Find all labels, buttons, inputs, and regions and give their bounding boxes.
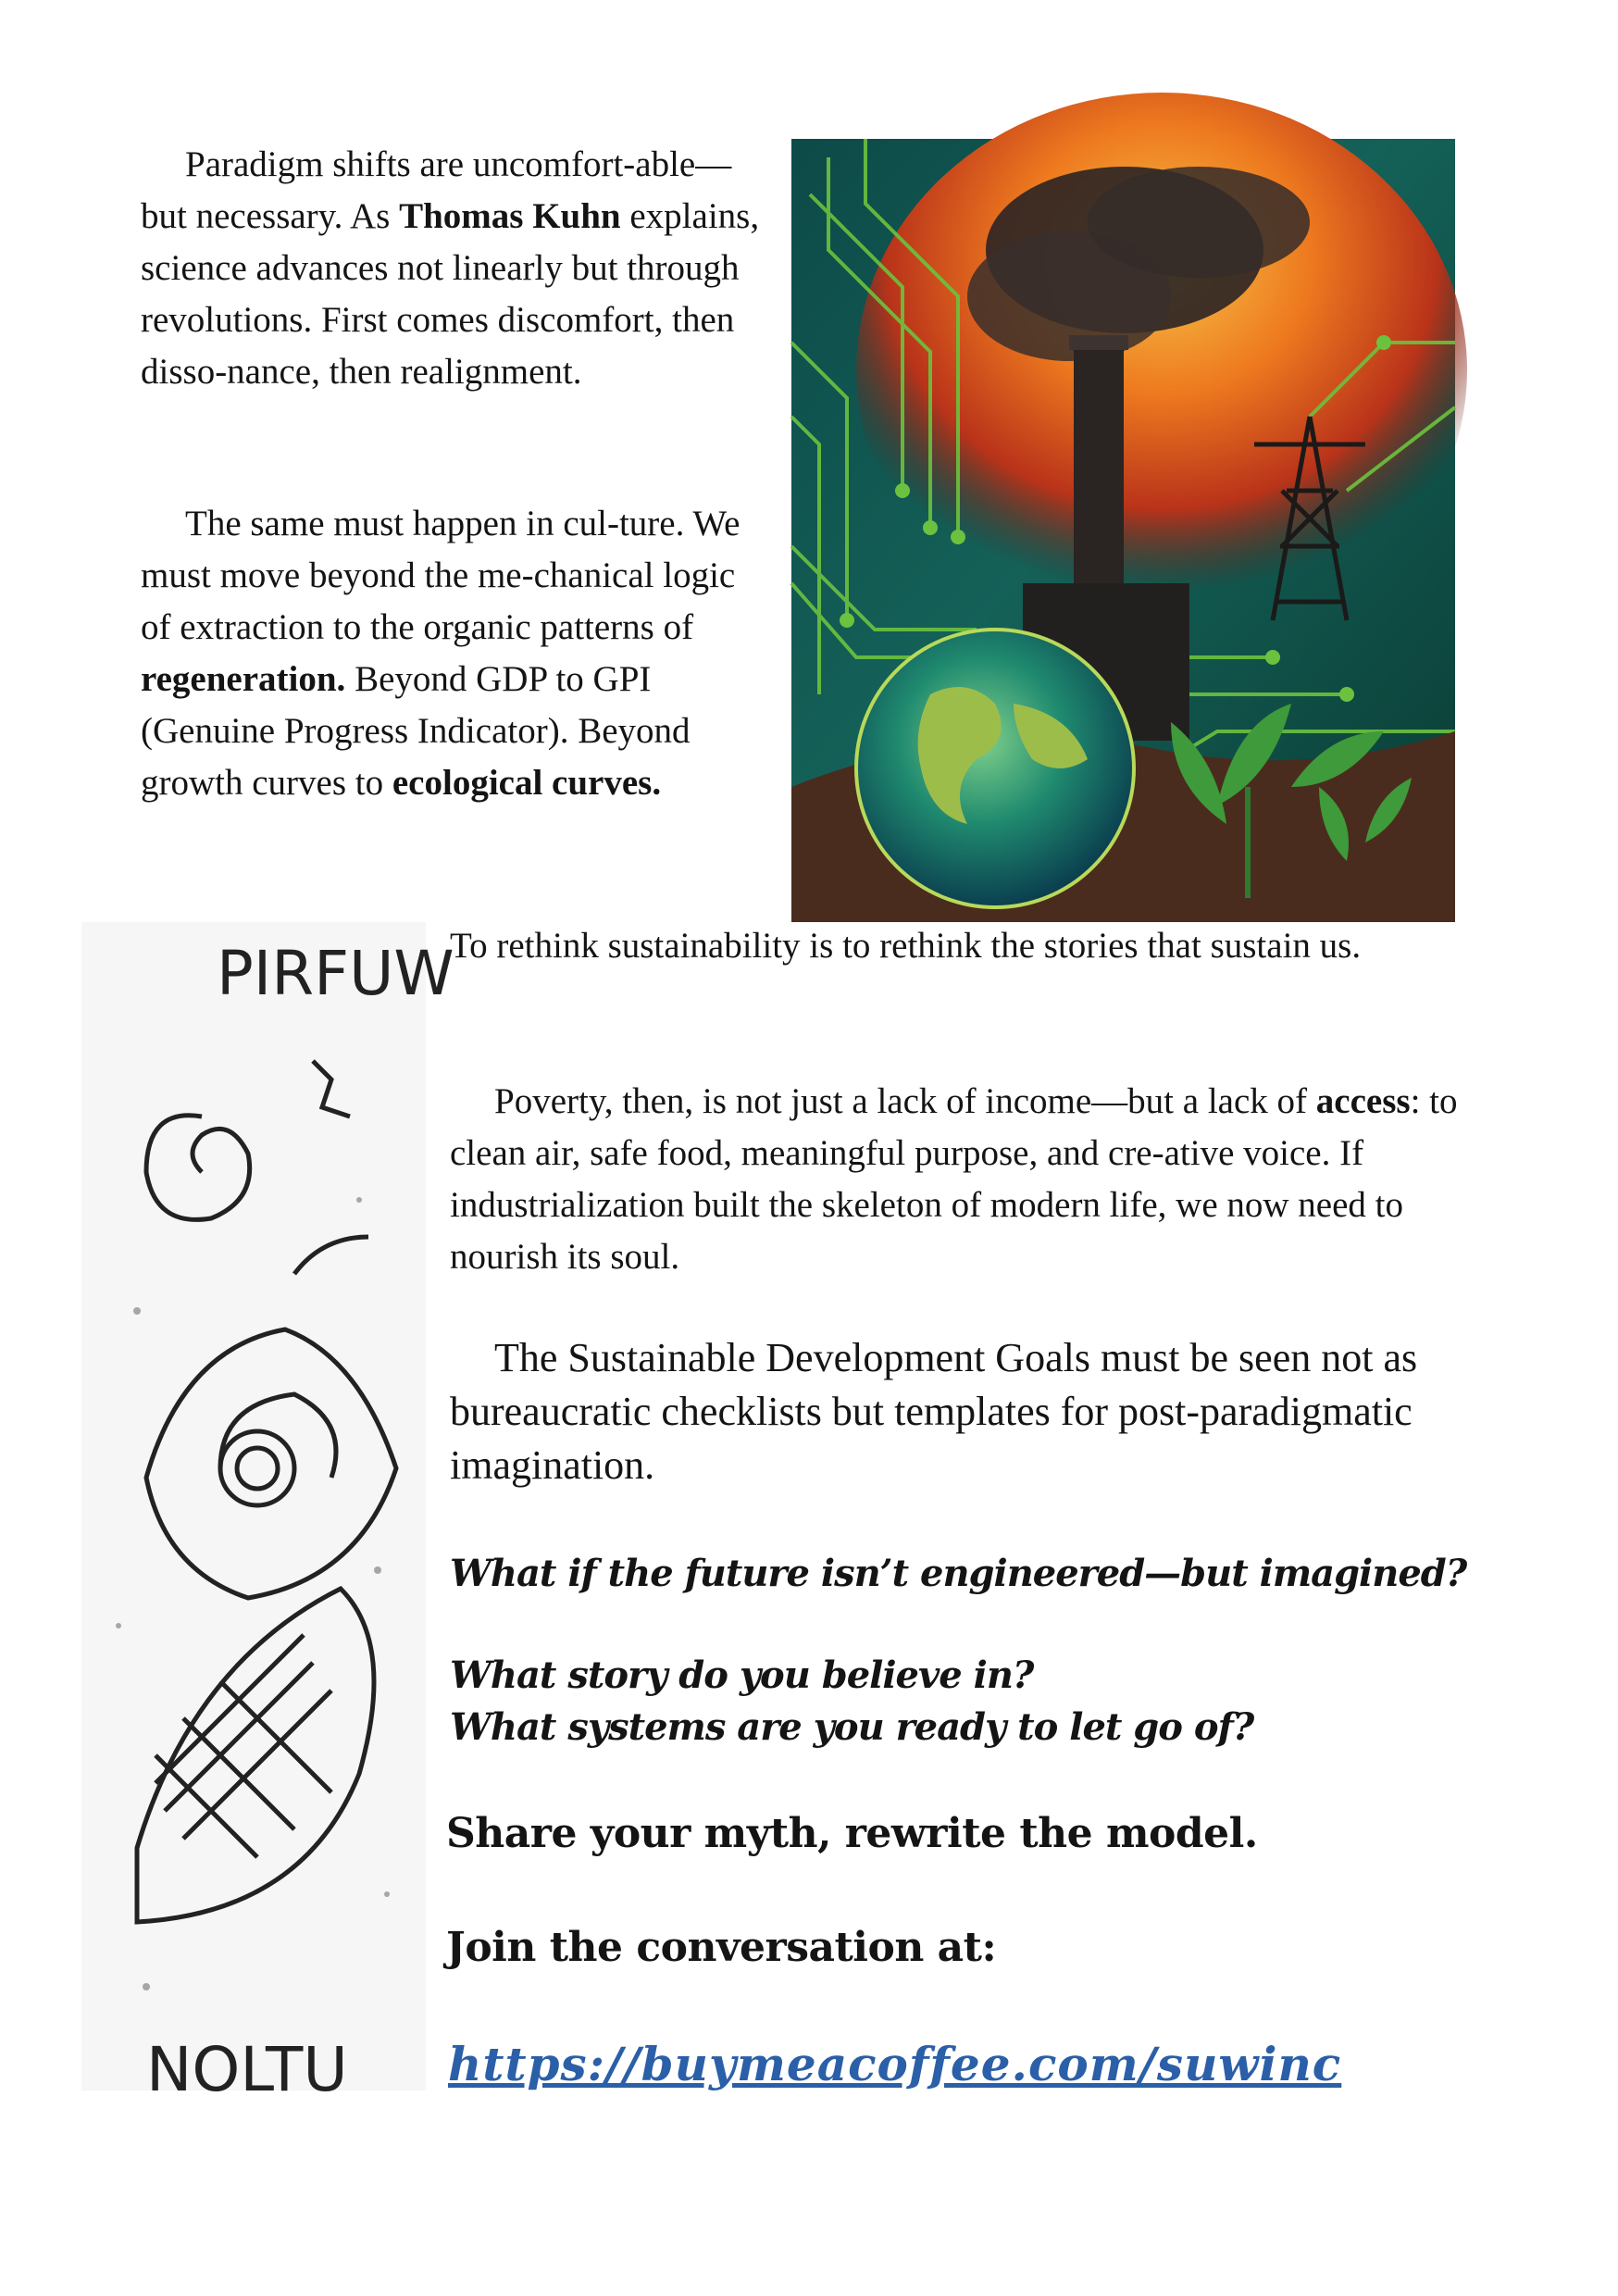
question-future: What if the future isn’t engineered—but imagined? bbox=[450, 1552, 1467, 1595]
text-run: explains, science advances not linearly but through revolutions. First comes discomfort, then disso-nance, then realignment. bbox=[141, 196, 760, 392]
bold-phrase: access bbox=[1315, 1081, 1411, 1121]
text-run: Poverty, then, is not just a lack of income—but a lack of bbox=[494, 1081, 1316, 1121]
paragraph-rethink-sustainability: To rethink sustainability is to rethink the stories that sustain us. bbox=[450, 926, 1362, 966]
smokestack-earth-illustration bbox=[791, 139, 1455, 922]
paragraph-culture bbox=[141, 498, 770, 809]
bold-phrase: Thomas Kuhn bbox=[399, 196, 621, 236]
engraving-text-top: PIRFUW bbox=[217, 938, 454, 1009]
p1-text bbox=[141, 144, 759, 392]
bold-phrase: regeneration. bbox=[141, 659, 346, 699]
question-story: What story do you believe in? bbox=[450, 1653, 1034, 1697]
text-run: : to clean air, safe food, meaningful purpose, and cre-ative voice. If industrialization built the skeleton of modern life, we now need to nourish its soul. bbox=[450, 1081, 1458, 1277]
engraving-svg bbox=[81, 922, 454, 2105]
paragraph-sdgs bbox=[450, 1331, 1468, 1492]
buymeacoffee-link[interactable]: https://buymeacoffee.com/suwinc bbox=[448, 2037, 1342, 2091]
engraving-text-bottom: NOLTU bbox=[146, 2034, 348, 2105]
text-run: The same must happen in cul-ture. We must move beyond the me-chanical logic of extraction to the organic patterns of bbox=[141, 504, 741, 647]
cta-share: Share your myth, rewrite the model. bbox=[446, 1810, 1258, 1857]
illustration-svg bbox=[791, 139, 1455, 922]
p2-text bbox=[141, 504, 740, 803]
question-systems: What systems are you ready to let go of? bbox=[450, 1705, 1254, 1749]
text-run: Paradigm shifts are uncomfort-able—but necessary. As bbox=[141, 144, 732, 236]
p5-text: The Sustainable Development Goals must be seen not as bureaucratic checklists but templates for post-paradigmatic imagination. bbox=[450, 1335, 1418, 1488]
text-run: Beyond GDP to GPI (Genuine Progress Indicator). Beyond growth curves to bbox=[141, 659, 691, 803]
bold-phrase: ecological curves. bbox=[392, 763, 662, 803]
paragraph-paradigm-shifts bbox=[141, 139, 770, 398]
p4-text bbox=[450, 1081, 1457, 1277]
cta-join: Join the conversation at: bbox=[446, 1924, 997, 1971]
paragraph-poverty bbox=[450, 1076, 1468, 1283]
shells-engraving-illustration bbox=[81, 922, 454, 2105]
